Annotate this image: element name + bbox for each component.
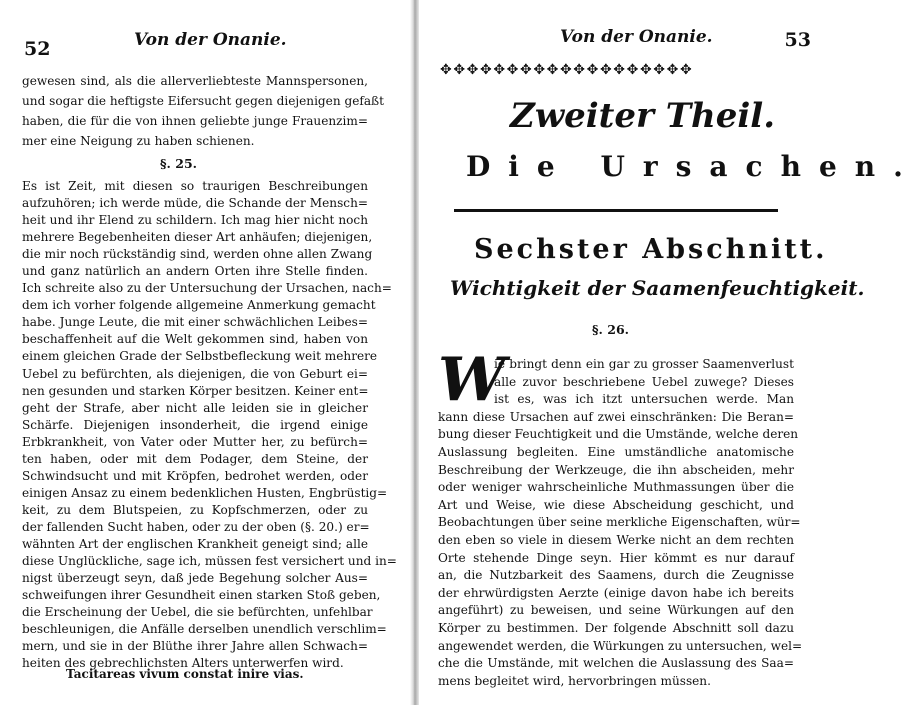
section-mark-25: §. 25. [160,156,197,171]
text-line: schweifungen ihrer Gesundheit einen starken Stoß geben, [22,588,381,603]
text-line: Schwindsucht und mit Kröpfen, bedrohet werden, oder [22,468,368,483]
text-line: Uebel zu befürchten, als diejenigen, die von Geburt ei= [22,366,368,381]
section-subtitle: Wichtigkeit der Saamenfeuchtigkeit. [450,276,865,300]
text-line: oder weniger wahrscheinliche Muthmassungen über die [438,480,794,495]
text-line: geht der Strafe, aber nicht alle leiden sie in gleicher [22,400,368,415]
text-line: Ich schreite also zu der Untersuchung der Ursachen, nach= [22,281,392,296]
text-line: den eben so viele in diesem Werke nicht an dem rechten [438,532,794,547]
book-gutter [410,0,419,705]
text-line: mens begleitet wird, hervorbringen müssen. [438,673,711,688]
text-line: Es ist Zeit, mit diesen so traurigen Beschreibungen [22,179,368,193]
text-line: aufzuhören; ich werde müde, die Schande der Mensch= [22,196,368,211]
text-line: bung dieser Feuchtigkeit und die Umstände, welche deren [438,427,799,442]
text-line: nen gesunden und starken Körper besitzen. Keiner ent= [22,383,369,398]
text-line: der fallenden Sucht haben, oder zu der oben (§. 20.) er= [22,519,370,534]
text-line: diese Unglückliche, sage ich, müssen fest versichert und in= [22,554,397,569]
left-running-head [22,0,368,60]
text-line: Art und Weise, wie diese Abscheidung geschicht, und [438,497,794,512]
text-line: Schärfe. Diejenigen insonderheit, die irgend einige [22,417,368,432]
text-line: die Erscheinung der Uebel, die sie befürchten, unfehlbar [22,605,373,620]
right-page-number: 53 [784,29,811,51]
left-page-number: 52 [24,38,51,60]
drop-cap: W [438,345,506,415]
text-line: an, die Nutzbarkeit des Saamens, durch die Zeugnisse [438,568,794,583]
text-line: habe. Junge Leute, die mit einer schwächlichen Leibes= [22,315,368,330]
text-line: die mir noch rückständig sind, werden ohne allen Zwang [22,247,373,262]
text-line: ie bringt denn ein gar zu grosser Saamenverlust [494,357,794,371]
text-line: Orte stehende Dinge seyn. Hier kömmt es nur darauf [438,550,794,565]
ornament-border: ✥✥✥✥✥✥✥✥✥✥✥✥✥✥✥✥✥✥✥ [440,62,694,78]
right-body-text [438,356,803,690]
text-line: che die Umstände, mit welchen die Auslassung des Saa= [438,656,794,671]
text-line: wähnten Art der englischen Krankheit geneigt sind; alle [22,536,368,551]
motto: Tacitareas vivum constat inire vias. [66,667,304,681]
part-title: Zweiter Theil. [510,96,776,136]
divider-rule [454,209,778,212]
right-running-title: Von der Onanie. [560,27,713,47]
text-line: ten haben, oder mit dem Podager, dem Steine, der [22,451,368,466]
text-line: heiten des gebrechlichsten Alters unterwerfen wird. [22,656,344,671]
section-mark-26: §. 26. [592,322,629,337]
text-line: mern, und sie in der Blüthe ihrer Jahre allen Schwach= [22,639,368,654]
text-line: Beschreibung der Werkzeuge, die ihn abscheiden, mehr [438,462,794,477]
text-line: heit und ihr Elend zu schildern. Ich mag hier nicht noch [22,213,368,228]
text-line: haben, die für die von ihnen geliebte junge Frauenzim= [22,113,368,128]
text-line: beschleunigen, die Anfälle derselben unendlich verschlim= [22,622,387,637]
text-line: angewendet werden, die Würkungen zu untersuchen, wel= [438,638,803,653]
section-title: Sechster Abschnitt. [474,234,828,265]
text-line: und sogar die heftigste Eifersucht gegen diejenigen gefaßt [22,93,384,108]
text-line: alle zuvor beschriebene Uebel zuwege? Dieses [494,374,794,389]
text-line: einigen Ansaz zu einem bedenklichen Husten, Engbrüstig= [22,485,388,500]
text-line: der ehrwürdigsten Aerzte (einige davon habe ich bereits [438,585,794,600]
left-section-text [22,178,397,672]
text-line: Beobachtungen über seine merkliche Eigenschaften, wür= [438,515,801,530]
text-line: nigst überzeugt seyn, daß jede Begehung solcher Aus= [22,571,368,586]
text-line: mer eine Neigung zu haben schienen. [22,133,255,148]
text-line: ist es, was ich itzt untersuchen werde. Man [494,392,794,407]
text-line: mehrere Begebenheiten dieser Art anhäufen; diejenigen, [22,230,373,245]
text-line: Auslassung begleiten. Eine umständliche anatomische [438,444,794,459]
text-line: dem ich vorher folgende allgemeine Anmerkung gemacht [22,298,376,313]
left-running-title: Von der Onanie. [134,30,287,50]
text-line: einem gleichen Grade der Selbstbefleckung weit mehrere [22,349,378,364]
text-line: kann diese Ursachen auf zwei einschränken: Die Beran= [438,409,794,424]
text-line: keit, zu dem Blutspeien, zu Kopfschmerzen, oder zu [22,502,368,517]
text-line: Körper zu bestimmen. Der folgende Abschnitt soll dazu [438,620,794,635]
text-line: beschaffenheit auf die Welt gekommen sind, haben von [22,332,368,347]
text-line: angeführt) zu beweisen, und seine Würkungen auf den [438,603,794,618]
part-subtitle: Die Ursachen. [466,150,921,183]
text-line: Erbkrankheit, von Vater oder Mutter her, zu befürch= [22,434,368,449]
text-line: gewesen sind, als die allerverliebteste Mannspersonen, [22,74,368,88]
right-running-head [438,0,819,51]
text-line: und ganz natürlich an andern Orten ihre Stelle finden. [22,264,368,279]
